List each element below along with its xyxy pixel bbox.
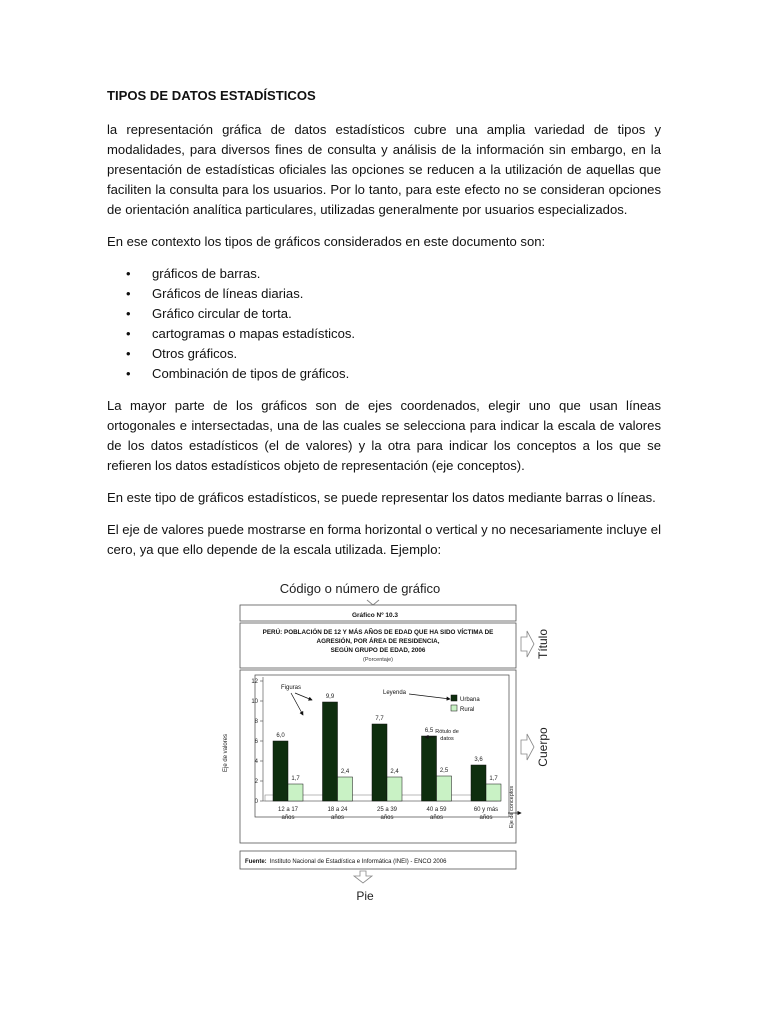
paragraph-axes: La mayor parte de los gráficos son de ejes coordenados, elegir uno que usan líneas ortogonales e intersectadas, una de las cuales se selecciona para indicar la escala de valores de los datos estadísticos (el de valores) y la otra para indicar los conceptos a los que se refieren los datos estadísticos objeto de representación (eje conceptos). (107, 398, 661, 473)
bar-rural-4 (486, 784, 501, 801)
y-tick-label: 2 (254, 779, 258, 785)
code-caption: Código o número de gráfico (279, 581, 441, 596)
legend-label-urbana: Urbana (460, 697, 480, 703)
code-arrow (367, 600, 379, 605)
y-tick-label: 10 (251, 699, 258, 705)
bar-urbana-2 (372, 724, 387, 801)
x-tick-label-line-2: años (330, 815, 345, 821)
annotation-rotulo-line-2: datos (440, 736, 454, 742)
bar-rural-3 (437, 776, 452, 801)
cuerpo-arrow (521, 734, 534, 760)
titulo-arrow (521, 631, 534, 657)
legend-swatch-urbana (451, 695, 457, 701)
data-label: 1,7 (291, 776, 300, 782)
annotation-rotulo-line-1: Rótulo de (435, 729, 459, 735)
side-label-cuerpo: Cuerpo (536, 727, 550, 767)
y-tick-label: 6 (254, 739, 258, 745)
annotation-figuras: Figuras (281, 685, 302, 691)
title-line-2: AGRESIÓN, POR ÁREA DE RESIDENCIA, (316, 638, 440, 645)
paragraph-example: El eje de valores puede mostrarse en forma horizontal o vertical y no necesariamente incluye el cero, ya que ello depende de la escala utilizada. Ejemplo: (107, 522, 661, 557)
source-text: Instituto Nacional de Estadística e Informática (INEI) - ENCO 2006 (269, 859, 447, 865)
x-tick-label-line-2: años (479, 815, 493, 821)
y-tick-label: 0 (254, 799, 258, 805)
list-item: • Otros gráficos. (107, 344, 661, 364)
title-unit: (Porcentaje) (363, 657, 393, 663)
data-label: 2,4 (390, 769, 399, 775)
pie-label: Pie (356, 889, 374, 903)
source-prefix: Fuente: (245, 859, 267, 865)
x-tick-label-line-2: años (281, 815, 295, 821)
data-label: 2,4 (340, 769, 350, 775)
bar-urbana-4 (471, 765, 486, 801)
document-heading: TIPOS DE DATOS ESTADÍSTICOS (107, 88, 316, 103)
paragraph-context: En ese contexto los tipos de gráficos considerados en este documento son: (107, 234, 546, 249)
data-label: 9,9 (325, 694, 335, 700)
data-label: 6,0 (276, 733, 285, 739)
chart-anatomy-svg (215, 567, 550, 907)
source-note (245, 859, 447, 865)
legend-swatch-rural (451, 705, 457, 711)
list-item: • cartogramas o mapas estadísticos. (107, 324, 661, 344)
title-line-1: PERÚ: POBLACIÓN DE 12 Y MÁS AÑOS DE EDAD QUE HA SIDO VÍCTIMA DE (262, 629, 494, 636)
legend-label-rural: Rural (460, 707, 475, 713)
data-label: 7,7 (375, 716, 384, 722)
list-item: • gráficos de barras. (107, 264, 661, 284)
chart-anatomy-figure (215, 567, 550, 907)
x-tick-label-line-2: años (429, 815, 444, 821)
title-line-3: SEGÚN GRUPO DE EDAD, 2006 (330, 647, 426, 654)
list-item: • Gráficos de líneas diarias. (107, 284, 661, 304)
y-tick-label: 8 (254, 719, 258, 725)
y-axis-label: Eje de valores (223, 733, 229, 773)
side-label-titulo: Título (536, 628, 550, 660)
x-tick-label: 40 a 59 (426, 807, 447, 813)
x-tick-label: 60 y más (473, 807, 499, 813)
x-tick-label: 12 a 17 (277, 807, 299, 813)
data-label: 2,5 (439, 768, 449, 774)
list-item: • Gráfico circular de torta. (107, 304, 661, 324)
paragraph-intro: la representación gráfica de datos estadísticos cubre una amplia variedad de tipos y modalidades, para diversos fines de consulta y análisis de la información sin embargo, en la presentación de estadísticas oficiales las opciones se reducen a la utilización de aquellas que faciliten la consulta para los usuarios. Por lo tanto, para este efecto no se consideran opciones de orientación analítica particulares, utilizadas generalmente por usuarios especializados. (107, 122, 661, 217)
bar-urbana-0 (273, 741, 288, 801)
x-tick-label-line-2: años (380, 815, 394, 821)
list-item: • Combinación de tipos de gráficos. (107, 364, 661, 384)
annotation-leyenda: Leyenda (383, 690, 407, 696)
data-label: 1,7 (489, 776, 498, 782)
document-body (107, 86, 661, 572)
y-tick-label: 12 (251, 679, 258, 685)
x-tick-label: 18 a 24 (327, 807, 348, 813)
data-label: 3,6 (474, 757, 483, 763)
pie-arrow (354, 871, 372, 883)
chart-types-list (107, 264, 661, 384)
y-tick-label: 4 (254, 759, 258, 765)
data-label: 6,5 (424, 728, 434, 734)
paragraph-bars-lines: En este tipo de gráficos estadísticos, se puede representar los datos mediante barras o líneas. (107, 490, 656, 505)
bar-urbana-1 (323, 702, 338, 801)
x-tick-label: 25 a 39 (376, 807, 398, 813)
x-axis-label: Eje de conceptos (509, 785, 515, 829)
bar-urbana-3 (422, 736, 437, 801)
bar-rural-1 (338, 777, 353, 801)
bar-rural-0 (288, 784, 303, 801)
graph-number: Gráfico Nº 10.3 (351, 612, 399, 619)
bar-rural-2 (387, 777, 402, 801)
